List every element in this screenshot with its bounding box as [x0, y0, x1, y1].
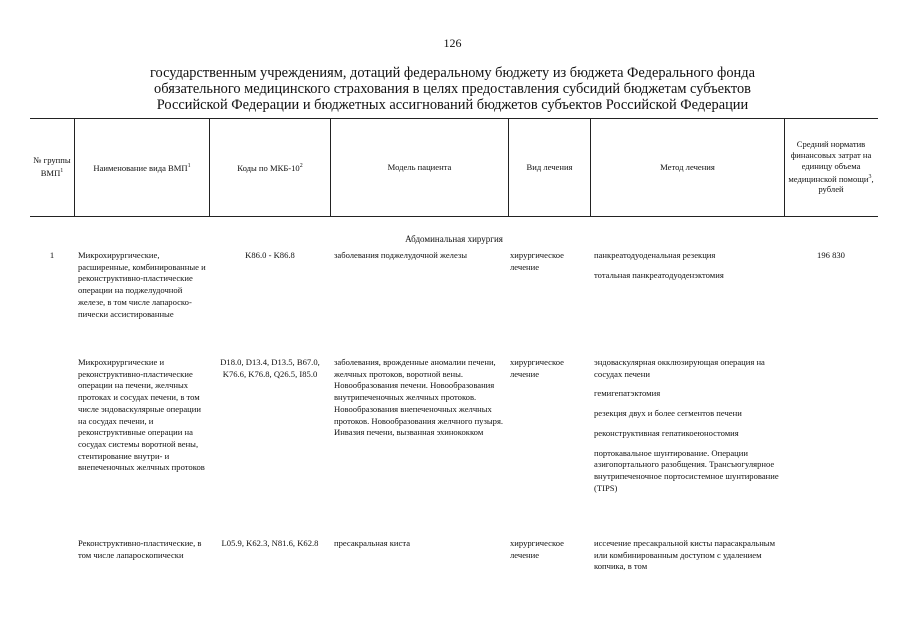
method-item: портокавальное шунтирование. Операции азигопортального разобщения. Трансъюгулярное внутрипеченочное портосистемное шунтирование (TIPS): [594, 447, 779, 493]
column-divider: [784, 118, 785, 216]
header-name-label: Наименование вида ВМП: [93, 162, 188, 173]
method-item: иссечение пресакральной кисты парасакральным или комбинированным доступом с удалением копчика, в том: [594, 538, 776, 572]
method-item: тотальная панкреатодуоденэктомия: [594, 269, 724, 280]
method-item: реконструктивная гепатикоеюностомия: [594, 427, 739, 438]
header-method: [591, 118, 784, 216]
header-model-label: Модель пациента: [387, 161, 452, 172]
footnote-marker: 1: [60, 168, 64, 175]
row-treatment-type: хирургическое лечение: [510, 250, 564, 272]
header-method-label: Метод лечения: [660, 161, 715, 172]
footnote-marker: 1: [187, 162, 191, 169]
row-vmp-name: Микрохирургические, расширенные, комбинированные и реконструктивно-пластические операции на поджелудочной железе, в том числе лапароско-пически ассистированные: [78, 250, 206, 319]
header-codes-label: Коды по МКБ-10: [237, 162, 300, 173]
title-line: Российской Федерации и бюджетных ассигнований бюджетов субъектов Российской Федерации: [156, 97, 749, 113]
row-group-number: 1: [49, 250, 55, 260]
header-cost: [788, 118, 874, 216]
row-vmp-name: Реконструктивно-пластические, в том числе лапароскопически: [78, 538, 202, 560]
method-item: резекция двух и более сегментов печени: [594, 408, 742, 419]
row-treatment-methods: [594, 250, 782, 281]
row-treatment-methods: [594, 538, 782, 573]
header-codes: [210, 118, 330, 216]
header-treatment: [509, 118, 590, 216]
row-patient-model: заболевания, врожденные аномалии печени, желчных протоков, воротной вены. Новообразования печени. Новообразования внутрипеченочных желчных протоков. Новообразования внепеченочных желчных протоков. Новообразования желчного пузыря. Инвазия печени, вызванная эхинококком: [334, 357, 504, 438]
method-item: эндоваскулярная окклюзирующая операция на сосудах печени: [594, 357, 765, 379]
header-group-label: № группы ВМП: [33, 155, 71, 178]
method-item: панкреатодуоденальная резекция: [594, 250, 716, 260]
footnote-marker: 2: [299, 162, 303, 169]
header-cost-label: Средний норматив финансовых затрат на единицу объема медицинской помощи: [788, 138, 872, 184]
header-treatment-label: Вид лечения: [526, 161, 573, 172]
row-vmp-name: Микрохирургические и реконструктивно-пластические операции на печени, желчных протоках и сосудах печени, в том числе эндоваскулярные операции на сосудах печени, и реконструктивные операции на сосудах системы воротной вены, стентирование внутри- и внепеченочных желчных протоков: [78, 357, 205, 473]
header-model: [331, 118, 508, 216]
page-number: 126: [443, 36, 462, 50]
row-treatment-methods: [594, 357, 782, 494]
row-icd-codes: L05.9, K62.3, N81.6, K62.8: [221, 538, 319, 548]
row-patient-model: пресакральная киста: [334, 538, 411, 548]
row-treatment-type: хирургическое лечение: [510, 357, 564, 379]
section-title: Абдоминальная хирургия: [405, 234, 503, 244]
header-cost-suffix: , рублей: [818, 173, 874, 195]
method-item: гемигепатэктомия: [594, 388, 661, 399]
row-icd-codes: K86.0 - K86.8: [245, 250, 295, 260]
footnote-marker: 3: [868, 173, 872, 180]
header-name: [75, 118, 209, 216]
row-treatment-type: хирургическое лечение: [510, 538, 564, 560]
row-icd-codes: D18.0, D13.4, D13.5, B67.0, K76.6, K76.8, Q26.5, I85.0: [220, 357, 320, 379]
table-header-bottom-rule: [30, 216, 878, 217]
title-line: государственным учреждениям, дотаций федеральному бюджету из бюджета Федерального фонда: [150, 65, 755, 81]
row-cost: 196 830: [817, 250, 845, 260]
document-title: [60, 65, 845, 113]
row-patient-model: заболевания поджелудочной железы: [334, 250, 468, 260]
header-group: [30, 118, 74, 216]
title-line: обязательного медицинского страхования в целях предоставления субсидий бюджетам субъектов: [154, 81, 751, 97]
